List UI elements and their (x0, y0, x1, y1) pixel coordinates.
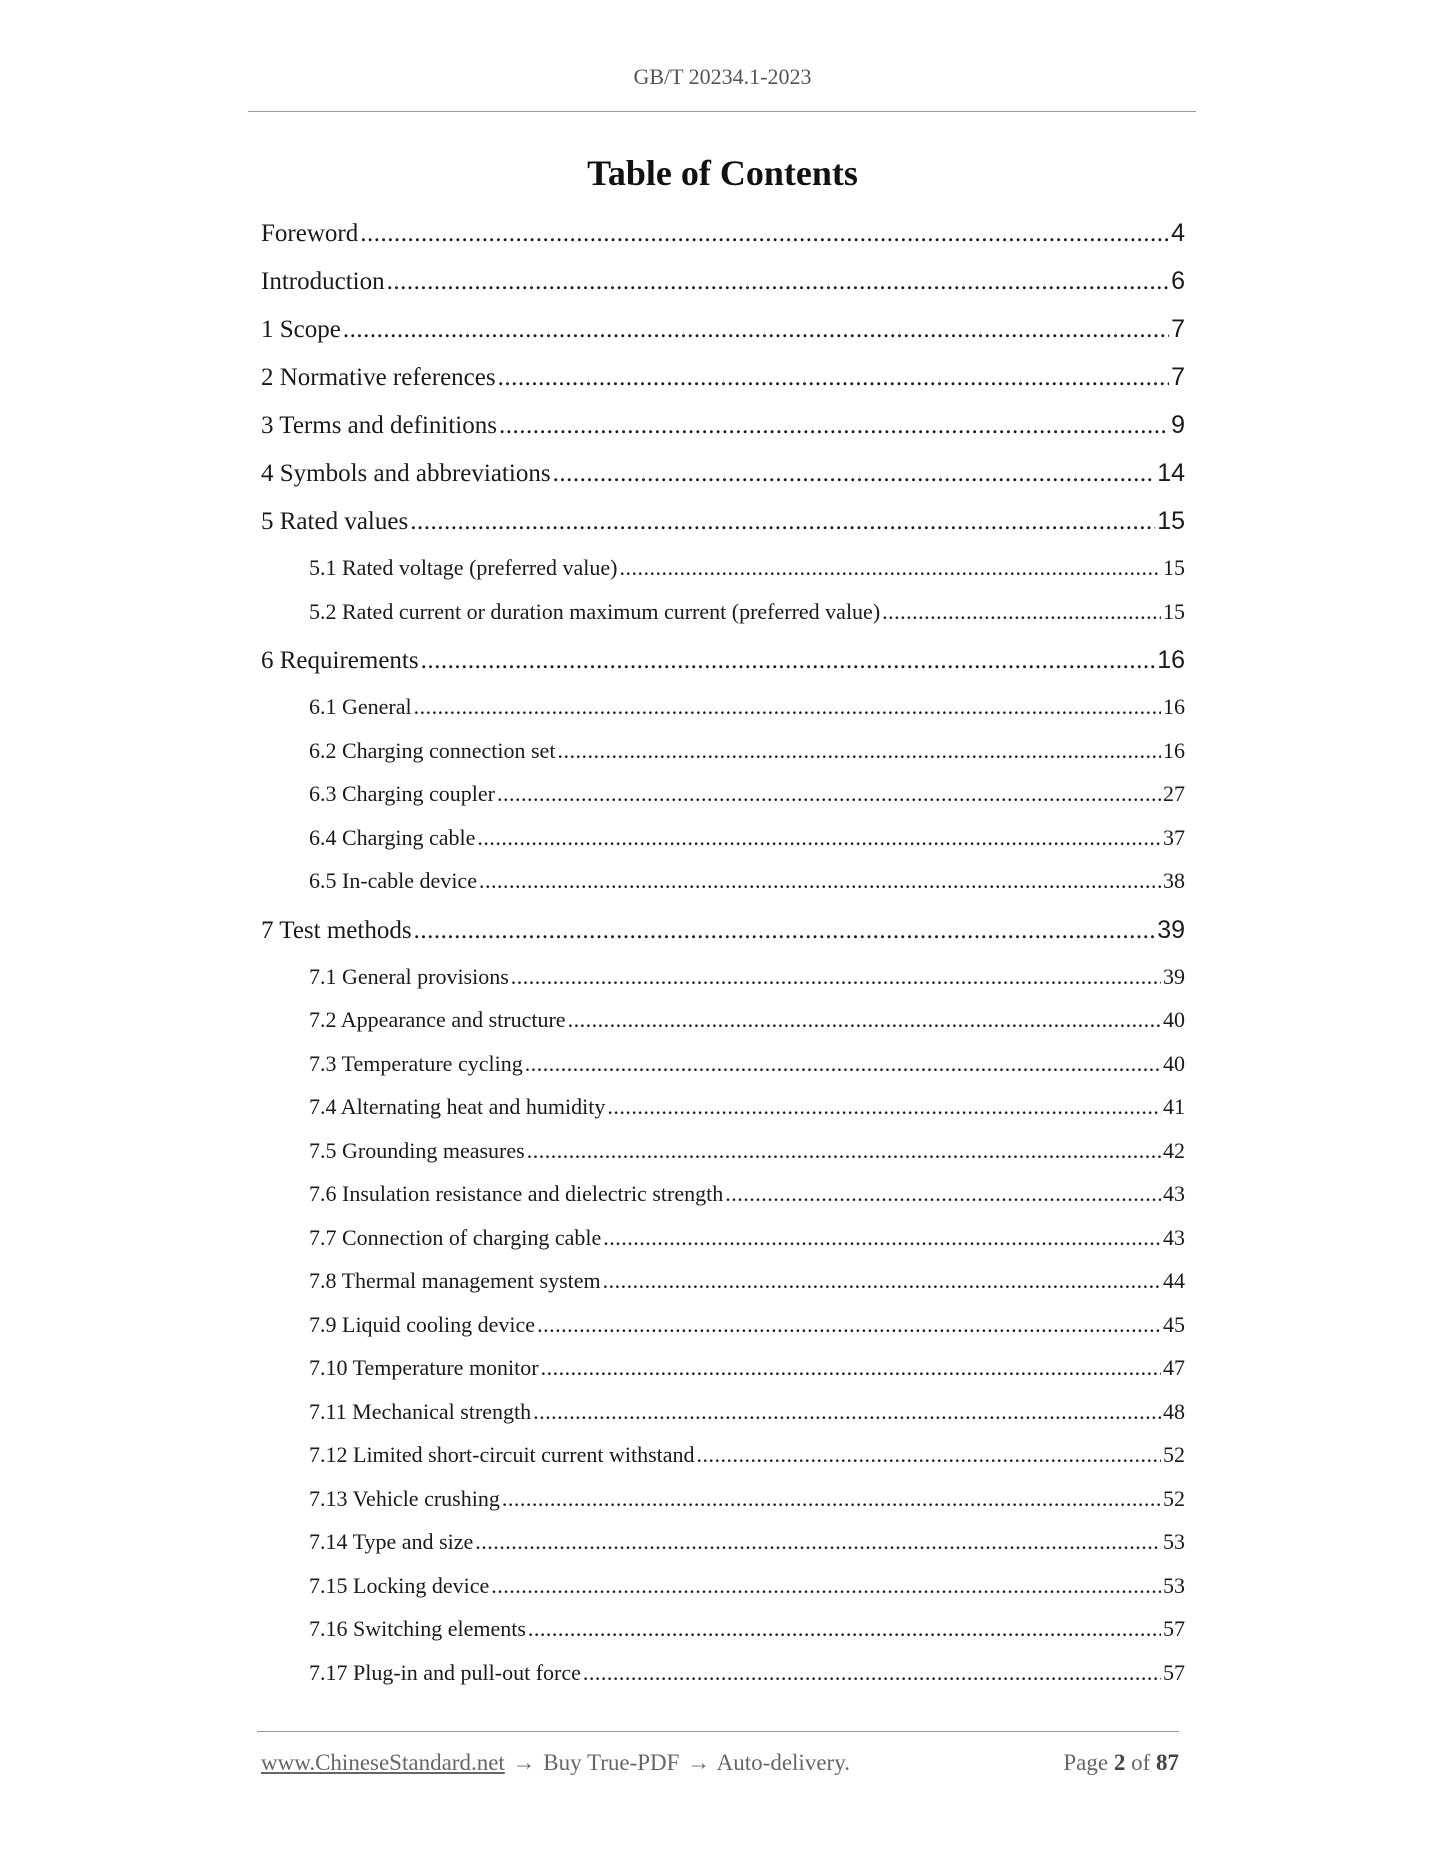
toc-entry-title: 3 Terms and definitions (261, 412, 497, 439)
toc-entry-title: 6.2 Charging connection set (309, 737, 556, 763)
toc-entry[interactable] (261, 694, 1185, 738)
toc-entry-page-number: 45 (1163, 1311, 1185, 1337)
toc-entry-title: 1 Scope (261, 316, 341, 343)
page-footer (261, 1750, 1179, 1776)
toc-dot-leader (537, 1312, 1161, 1338)
toc-entry-page-number: 16 (1163, 694, 1185, 719)
toc-entry[interactable] (261, 1442, 1185, 1486)
toc-entry-page-number: 6 (1171, 267, 1185, 295)
toc-entry-page-number: 43 (1163, 1181, 1185, 1206)
toc-entry-title: 6.5 In-cable device (309, 868, 477, 893)
toc-dot-leader (607, 1094, 1161, 1120)
toc-entry[interactable] (261, 1051, 1185, 1095)
toc-entry-title: 7.7 Connection of charging cable (309, 1224, 602, 1250)
toc-entry-title: 6.4 Charging cable (309, 824, 476, 850)
toc-dot-leader (502, 1486, 1161, 1512)
toc-entry-page-number: 52 (1163, 1442, 1185, 1467)
toc-entry-page-number: 53 (1163, 1529, 1185, 1554)
page-title: Table of Contents (587, 153, 858, 193)
toc-dot-leader (498, 364, 1169, 392)
toc-dot-leader (697, 1442, 1161, 1468)
toc-dot-leader (603, 1268, 1161, 1294)
toc-entry-title: 6.3 Charging coupler (309, 781, 495, 806)
toc-dot-leader (541, 1355, 1161, 1381)
toc-entry[interactable] (261, 738, 1185, 782)
toc-entry-title: Foreword (261, 220, 359, 247)
toc-entry-title: 7 Test methods (261, 916, 412, 944)
toc-dot-leader (477, 825, 1161, 851)
toc-entry[interactable] (261, 363, 1185, 411)
toc-entry[interactable] (261, 599, 1185, 643)
toc-entry-title: 7.3 Temperature cycling (309, 1050, 523, 1076)
toc-dot-leader (511, 964, 1161, 990)
toc-entry-title: 7.2 Appearance and structure (309, 1007, 566, 1032)
toc-dot-leader (497, 781, 1161, 807)
toc-entry-title: 5 Rated values (261, 508, 409, 535)
toc-entry-page-number: 57 (1163, 1616, 1185, 1641)
toc-entry[interactable] (261, 267, 1185, 315)
toc-entry-title: 7.14 Type and size (309, 1529, 474, 1554)
toc-dot-leader (475, 1529, 1161, 1555)
toc-entry-title: 7.1 General provisions (309, 963, 509, 989)
toc-entry[interactable] (261, 1355, 1185, 1399)
toc-entry[interactable] (261, 781, 1185, 825)
toc-dot-leader (421, 647, 1156, 675)
table-of-contents (261, 219, 1185, 1703)
toc-entry-title: 7.8 Thermal management system (309, 1268, 601, 1293)
toc-entry[interactable] (261, 1399, 1185, 1443)
toc-entry-page-number: 7 (1171, 315, 1185, 343)
toc-entry-title: 7.6 Insulation resistance and dielectric strength (309, 1181, 724, 1206)
toc-entry[interactable] (261, 1268, 1185, 1312)
toc-entry[interactable] (261, 1094, 1185, 1138)
toc-entry-page-number: 16 (1157, 646, 1185, 674)
toc-entry-title: 7.5 Grounding measures (309, 1137, 525, 1163)
toc-entry-page-number: 52 (1163, 1485, 1185, 1511)
toc-entry-page-number: 39 (1157, 915, 1185, 944)
toc-dot-leader (387, 268, 1170, 296)
toc-dot-leader (414, 917, 1156, 945)
footer-promo (261, 1750, 852, 1776)
toc-dot-leader (343, 316, 1169, 344)
toc-entry[interactable] (261, 459, 1185, 507)
toc-entry-page-number: 40 (1163, 1050, 1185, 1076)
toc-dot-leader (533, 1399, 1161, 1425)
toc-entry-page-number: 41 (1163, 1094, 1185, 1119)
toc-dot-leader (583, 1660, 1161, 1686)
toc-entry[interactable] (261, 1573, 1185, 1617)
header-divider (248, 111, 1196, 112)
toc-entry-page-number: 37 (1163, 824, 1185, 850)
toc-entry[interactable] (261, 1007, 1185, 1051)
toc-dot-leader (553, 460, 1156, 488)
document-code: GB/T 20234.1-2023 (633, 64, 812, 89)
toc-entry-page-number: 48 (1163, 1398, 1185, 1424)
toc-entry-page-number: 39 (1163, 963, 1185, 989)
toc-entry[interactable] (261, 1138, 1185, 1182)
toc-entry-page-number: 7 (1171, 363, 1185, 391)
toc-dot-leader (527, 1138, 1161, 1164)
footer-divider (257, 1731, 1179, 1732)
toc-entry-title: 7.12 Limited short-circuit current withstand (309, 1442, 695, 1467)
toc-entry-page-number: 16 (1163, 737, 1185, 763)
toc-entry[interactable] (261, 825, 1185, 869)
toc-entry[interactable] (261, 1181, 1185, 1225)
toc-entry-title: 6.1 General (309, 694, 412, 719)
toc-entry[interactable] (261, 1312, 1185, 1356)
toc-entry[interactable] (261, 507, 1185, 555)
toc-entry-page-number: 43 (1163, 1224, 1185, 1250)
toc-entry-title: 7.16 Switching elements (309, 1616, 526, 1641)
toc-dot-leader (619, 555, 1161, 581)
toc-entry-title: 7.15 Locking device (309, 1572, 490, 1598)
toc-entry-page-number: 47 (1163, 1355, 1185, 1380)
toc-entry-title: 5.1 Rated voltage (preferred value) (309, 555, 618, 580)
toc-entry-title: 4 Symbols and abbreviations (261, 460, 551, 487)
toc-dot-leader (360, 220, 1169, 248)
toc-entry[interactable] (261, 555, 1185, 599)
toc-entry-page-number: 38 (1163, 868, 1185, 893)
toc-entry-page-number: 15 (1163, 555, 1185, 580)
toc-dot-leader (557, 738, 1161, 764)
toc-dot-leader (414, 694, 1161, 720)
toc-dot-leader (882, 599, 1161, 625)
toc-dot-leader (491, 1573, 1161, 1599)
toc-entry-page-number: 44 (1163, 1268, 1185, 1293)
toc-entry-page-number: 27 (1163, 781, 1185, 806)
toc-dot-leader (603, 1225, 1161, 1251)
toc-entry[interactable] (261, 1616, 1185, 1660)
arrow-right-icon: → (687, 1750, 711, 1775)
toc-entry-page-number: 4 (1171, 219, 1185, 247)
toc-entry-title: 7.13 Vehicle crushing (309, 1485, 500, 1511)
total-page-count: 87 (1156, 1750, 1179, 1775)
toc-dot-leader (479, 868, 1161, 894)
toc-dot-leader (568, 1007, 1161, 1033)
toc-entry-title: 7.4 Alternating heat and humidity (309, 1094, 606, 1119)
toc-entry[interactable] (261, 315, 1185, 363)
toc-entry-title: 6 Requirements (261, 647, 419, 674)
toc-entry[interactable] (261, 219, 1185, 267)
delivery-text: Auto-delivery. (716, 1750, 850, 1775)
toc-entry-title: 5.2 Rated current or duration maximum current (preferred value) (309, 598, 881, 624)
toc-entry-page-number: 57 (1163, 1659, 1185, 1685)
toc-entry-title: 7.17 Plug-in and pull-out force (309, 1659, 581, 1685)
toc-entry[interactable] (261, 411, 1185, 459)
toc-dot-leader (410, 508, 1155, 536)
toc-dot-leader (499, 412, 1169, 440)
website-link[interactable]: www.ChineseStandard.net (261, 1750, 505, 1775)
toc-dot-leader (525, 1051, 1161, 1077)
toc-dot-leader (725, 1181, 1161, 1207)
toc-entry-title: 2 Normative references (261, 364, 496, 391)
toc-entry[interactable] (261, 916, 1185, 964)
toc-entry-page-number: 9 (1171, 411, 1185, 439)
page-word: Page (1063, 1750, 1109, 1775)
toc-entry-page-number: 15 (1163, 598, 1185, 624)
toc-entry-title: 7.9 Liquid cooling device (309, 1311, 536, 1337)
toc-entry-page-number: 15 (1157, 507, 1185, 535)
current-page-number: 2 (1113, 1750, 1126, 1775)
arrow-right-icon: → (512, 1750, 536, 1775)
of-word: of (1131, 1750, 1151, 1775)
toc-entry[interactable] (261, 964, 1185, 1008)
toc-entry-title: 7.11 Mechanical strength (309, 1398, 532, 1424)
toc-entry[interactable] (261, 646, 1185, 694)
toc-entry-page-number: 42 (1163, 1137, 1185, 1163)
toc-entry[interactable] (261, 1486, 1185, 1530)
toc-dot-leader (528, 1616, 1161, 1642)
toc-entry-title: Introduction (261, 268, 385, 295)
toc-entry-page-number: 53 (1163, 1572, 1185, 1598)
page-indicator (1063, 1750, 1179, 1776)
toc-entry[interactable] (261, 1225, 1185, 1269)
toc-entry-page-number: 14 (1157, 459, 1185, 487)
buy-text: Buy True-PDF (543, 1750, 680, 1775)
toc-entry-page-number: 40 (1163, 1007, 1185, 1032)
toc-entry[interactable] (261, 1660, 1185, 1704)
toc-entry-title: 7.10 Temperature monitor (309, 1355, 539, 1380)
toc-entry[interactable] (261, 868, 1185, 912)
toc-entry[interactable] (261, 1529, 1185, 1573)
